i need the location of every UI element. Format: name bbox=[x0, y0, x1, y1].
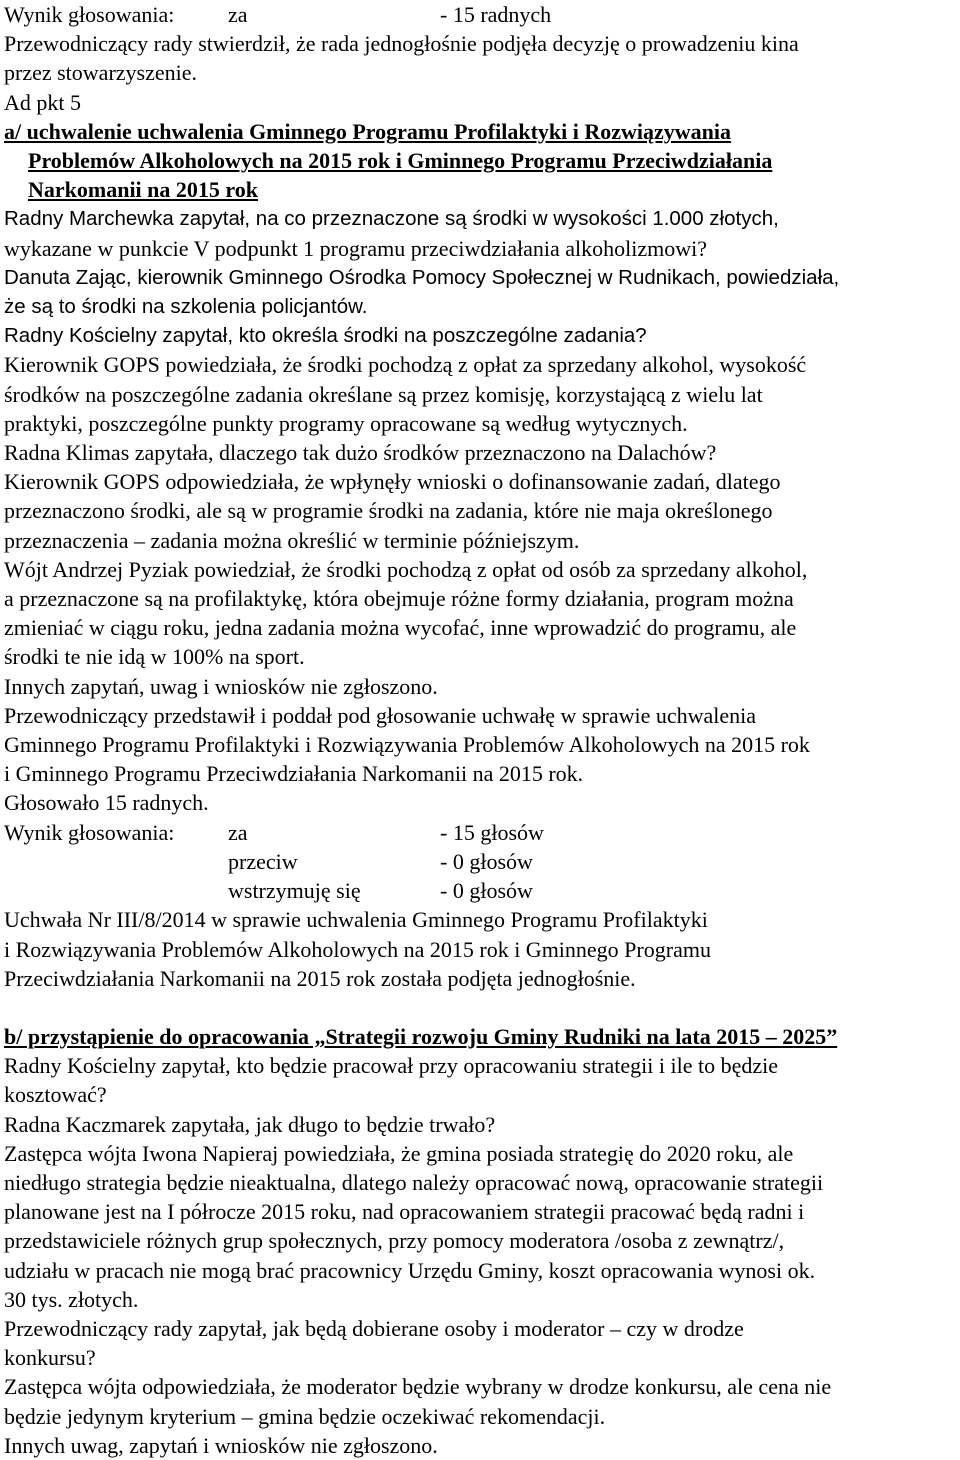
paragraph-line: Danuta Zając, kierownik Gminnego Ośrodka Pomocy Społecznej w Rudnikach, powiedziała, bbox=[4, 265, 840, 289]
paragraph-line: będzie jedynym kryterium – gmina będzie oczekiwać rekomendacji. bbox=[4, 1403, 606, 1429]
resolution-line: i Rozwiązywania Problemów Alkoholowych na 2015 rok i Gminnego Programu bbox=[4, 936, 711, 962]
paragraph-line: środków na poszczególne zadania określane są przez komisję, korzystającą z wielu lat bbox=[4, 381, 763, 407]
vote-result: - 0 głosów bbox=[440, 878, 533, 904]
paragraph-line: przeznaczono środki, ale są w programie środki na zadania, które nie maja określonego bbox=[4, 498, 773, 524]
paragraph-line: Radna Kaczmarek zapytała, jak długo to będzie trwało? bbox=[4, 1111, 496, 1137]
paragraph-line: Innych zapytań, uwag i wniosków nie zgłoszono. bbox=[4, 673, 438, 699]
top-vote-result bbox=[4, 0, 960, 29]
section-heading: a/ uchwalenie uchwalenia Gminnego Programu Profilaktyki i Rozwiązywania bbox=[4, 118, 732, 144]
paragraph-line: niedługo strategia będzie nieaktualna, dlatego należy opracować nową, opracowanie strategii bbox=[4, 1169, 824, 1195]
section-title: Ad pkt 5 bbox=[4, 89, 81, 115]
paragraph-line: wykazane w punkcie V podpunkt 1 programu przeciwdziałania alkoholizmowi? bbox=[4, 235, 707, 261]
paragraph-line: Głosowało 15 radnych. bbox=[4, 790, 209, 816]
paragraph-line: Przewodniczący rady zapytał, jak będą dobierane osoby i moderator – czy w drodze bbox=[4, 1315, 744, 1341]
paragraph-line: zmieniać w ciągu roku, jedna zadania można wycofać, inne wprowadzić do programu, ale bbox=[4, 615, 797, 641]
paragraph-line: środki te nie idą w 100% na sport. bbox=[4, 644, 305, 670]
vote-label: Wynik głosowania: bbox=[4, 2, 175, 27]
resolution-line: Uchwała Nr III/8/2014 w sprawie uchwalenia Gminnego Programu Profilaktyki bbox=[4, 907, 708, 933]
paragraph-line: planowane jest na I półrocze 2015 roku, nad opracowaniem strategii pracować będą radni i bbox=[4, 1199, 805, 1225]
paragraph-line: Przewodniczący przedstawił i poddał pod głosowanie uchwałę w sprawie uchwalenia bbox=[4, 702, 757, 728]
paragraph-line: Kierownik GOPS odpowiedziała, że wpłynęły wnioski o dofinansowanie zadań, dlatego bbox=[4, 469, 781, 495]
paragraph-line: 30 tys. złotych. bbox=[4, 1286, 139, 1312]
paragraph-line: Kierownik GOPS powiedziała, że środki pochodzą z opłat za sprzedany alkohol, wysokość bbox=[4, 352, 807, 378]
vote-option: za bbox=[228, 2, 248, 27]
vote-result: - 15 radnych bbox=[440, 2, 552, 27]
vote-row bbox=[4, 847, 960, 876]
vote-option: wstrzymuję się bbox=[228, 878, 361, 904]
vote-result: - 15 głosów bbox=[440, 819, 544, 845]
vote-option: przeciw bbox=[228, 848, 298, 874]
paragraph-line: Radna Klimas zapytała, dlaczego tak dużo środków przeznaczono na Dalachów? bbox=[4, 440, 717, 466]
section-heading: Narkomanii na 2015 rok bbox=[28, 177, 259, 203]
section-heading: Problemów Alkoholowych na 2015 rok i Gminnego Programu Przeciwdziałania bbox=[28, 148, 773, 174]
vote-option: za bbox=[228, 819, 248, 845]
paragraph-line: Radny Kościelny zapytał, kto będzie pracował przy opracowaniu strategii i ile to będzie bbox=[4, 1053, 778, 1079]
paragraph-line: że są to środki na szkolenia policjantów. bbox=[4, 295, 368, 319]
blank-line bbox=[4, 993, 960, 1022]
paragraph-line: Wójt Andrzej Pyziak powiedział, że środki pochodzą z opłat od osób za sprzedany alkohol, bbox=[4, 556, 808, 582]
paragraph-line: Radny Kościelny zapytał, kto określa środki na poszczególne zadania? bbox=[4, 324, 647, 348]
paragraph-line: kosztować? bbox=[4, 1082, 107, 1108]
paragraph-line: praktyki, poszczególne punkty programy opracowane są według wytycznych. bbox=[4, 410, 688, 436]
paragraph-line: przeznaczenia – zadania można określić w terminie późniejszym. bbox=[4, 527, 580, 553]
paragraph-line: Radny Marchewka zapytał, na co przeznaczone są środki w wysokości 1.000 złotych, bbox=[4, 207, 779, 231]
decision-line: Przewodniczący rady stwierdził, że rada jednogłośnie podjęła decyzję o prowadzeniu kina bbox=[4, 31, 799, 57]
vote-label: Wynik głosowania: bbox=[4, 819, 175, 845]
paragraph-line: Gminnego Programu Profilaktyki i Rozwiązywania Problemów Alkoholowych na 2015 rok bbox=[4, 732, 810, 758]
resolution-line: Przeciwdziałania Narkomanii na 2015 rok została podjęta jednogłośnie. bbox=[4, 965, 636, 991]
paragraph-line: przedstawiciele różnych grup społecznych, przy pomocy moderatora /osoba z zewnątrz/, bbox=[4, 1228, 785, 1254]
paragraph-line: Zastępca wójta Iwona Napieraj powiedziała, że gmina posiada strategię do 2020 roku, ale bbox=[4, 1140, 794, 1166]
decision-line: przez stowarzyszenie. bbox=[4, 60, 198, 86]
paragraph-line: i Gminnego Programu Przeciwdziałania Narkomanii na 2015 rok. bbox=[4, 761, 584, 787]
paragraph-line: Innych uwag, zapytań i wniosków nie zgłoszono. bbox=[4, 1432, 438, 1458]
vote-row bbox=[4, 818, 960, 847]
paragraph-line: Zastępca wójta odpowiedziała, że moderator będzie wybrany w drodze konkursu, ale cena nie bbox=[4, 1374, 832, 1400]
vote-result: - 0 głosów bbox=[440, 848, 533, 874]
section-heading: b/ przystąpienie do opracowania „Strategii rozwoju Gminy Rudniki na lata 2015 – 2025” bbox=[4, 1023, 838, 1049]
paragraph-line: a przeznaczone są na profilaktykę, która obejmuje różne formy działania, program można bbox=[4, 586, 794, 612]
paragraph-line: udziału w pracach nie mogą brać pracownicy Urzędu Gminy, koszt opracowania wynosi ok. bbox=[4, 1257, 816, 1283]
vote-row bbox=[4, 876, 960, 905]
paragraph-line: konkursu? bbox=[4, 1345, 96, 1371]
